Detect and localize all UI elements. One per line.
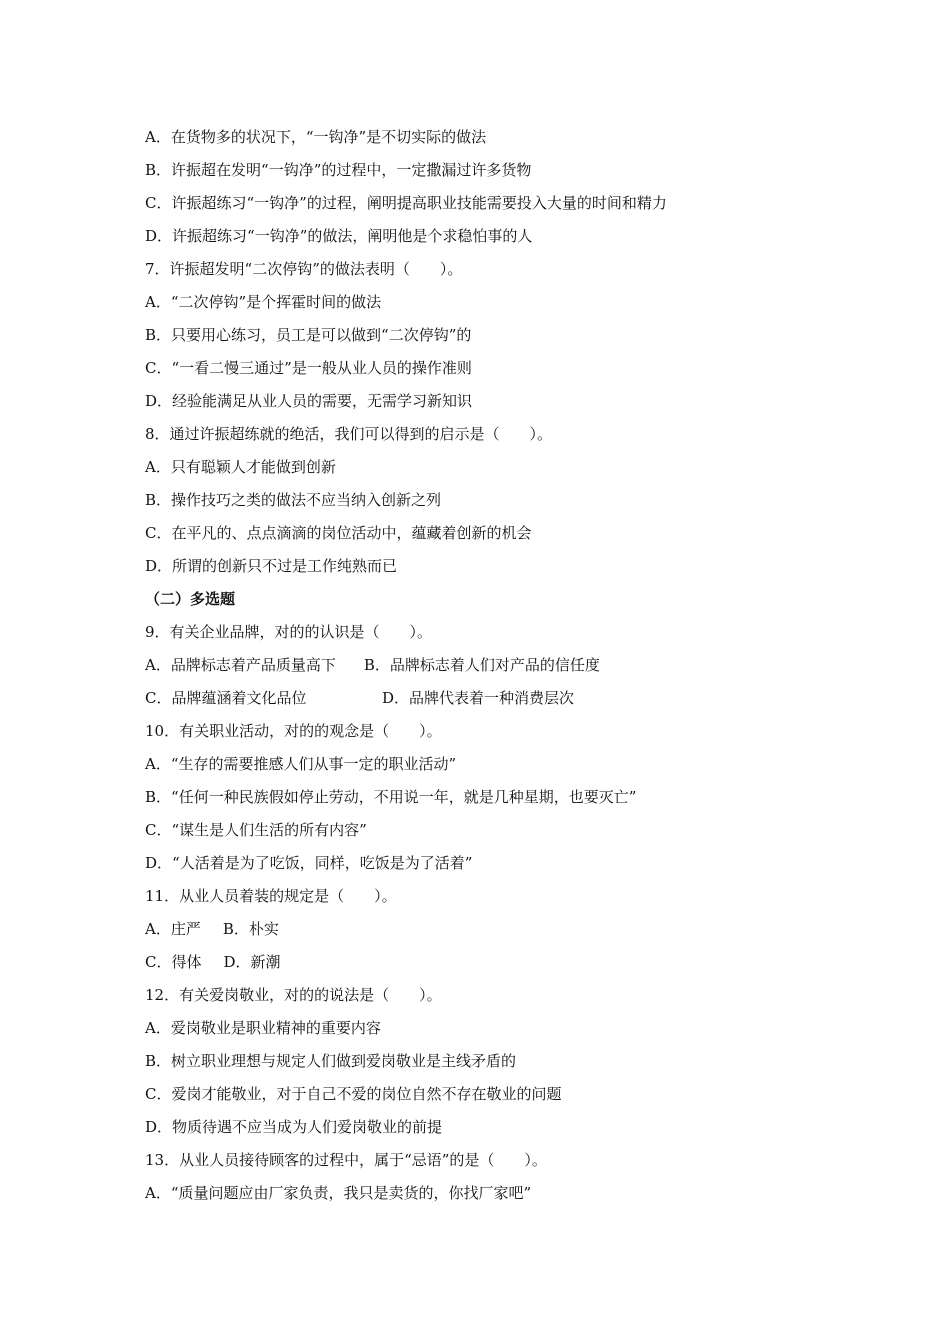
question-10-stem: 10．有关职业活动，对的的观念是（ ）。 xyxy=(145,722,442,740)
question-8-stem: 8．通过许振超练就的绝活，我们可以得到的启示是（ ）。 xyxy=(145,425,553,443)
option-line: B．只要用心练习，员工是可以做到“二次停钩”的 xyxy=(145,326,472,344)
question-9-stem: 9．有关企业品牌，对的的认识是（ ）。 xyxy=(145,623,433,641)
option-d: D．“人活着是为了吃饭，同样，吃饭是为了活着” xyxy=(145,854,473,872)
section-heading-multiple-choice: （二）多选题 xyxy=(145,590,236,608)
option-d: D．新潮 xyxy=(223,953,281,971)
option-line: D．经验能满足从业人员的需要，无需学习新知识 xyxy=(145,392,473,410)
option-line: A．在货物多的状况下，“一钩净”是不切实际的做法 xyxy=(145,128,487,146)
option-line: C．“一看二慢三通过”是一般从业人员的操作准则 xyxy=(145,359,472,377)
option-d: D．品牌代表着一种消费层次 xyxy=(382,689,575,707)
option-line: C．许振超练习“一钩净”的过程，阐明提高职业技能需要投入大量的时间和精力 xyxy=(145,194,667,212)
question-12-stem: 12．有关爱岗敬业，对的的说法是（ ）。 xyxy=(145,986,442,1004)
option-a: A．“生存的需要推感人们从事一定的职业活动” xyxy=(145,755,457,773)
option-a: A．“质量问题应由厂家负责，我只是卖货的，你找厂家吧” xyxy=(145,1184,532,1202)
option-a: A．爱岗敬业是职业精神的重要内容 xyxy=(145,1019,381,1037)
option-b: B．“任何一种民族假如停止劳动，不用说一年，就是几种星期，也要灭亡” xyxy=(145,788,637,806)
question-9-options-row-1 xyxy=(145,649,865,682)
option-c: C．爱岗才能敬业，对于自己不爱的岗位自然不存在敬业的问题 xyxy=(145,1085,562,1103)
document-page xyxy=(145,121,865,1210)
question-9-options-row-2 xyxy=(145,682,865,715)
option-line: D．许振超练习“一钩净”的做法，阐明他是个求稳怕事的人 xyxy=(145,227,533,245)
option-line: C．在平凡的、点点滴滴的岗位活动中，蕴藏着创新的机会 xyxy=(145,524,532,542)
option-c: C．品牌蕴涵着文化品位 xyxy=(145,689,307,707)
option-c: C．得体 xyxy=(145,953,202,971)
option-line: A．“二次停钩”是个挥霍时间的做法 xyxy=(145,293,382,311)
option-b: B．树立职业理想与规定人们做到爱岗敬业是主线矛盾的 xyxy=(145,1052,517,1070)
option-a: A．庄严 xyxy=(145,920,201,938)
option-line: B．许振超在发明“一钩净”的过程中，一定撒漏过许多货物 xyxy=(145,161,532,179)
option-c: C．“谋生是人们生活的所有内容” xyxy=(145,821,367,839)
question-11-options-row-2 xyxy=(145,946,865,979)
option-line: D．所谓的创新只不过是工作纯熟而已 xyxy=(145,557,398,575)
question-13-stem: 13．从业人员接待顾客的过程中，属于“忌语”的是（ ）。 xyxy=(145,1151,547,1169)
question-7-stem: 7．许振超发明“二次停钩”的做法表明（ ）。 xyxy=(145,260,463,278)
option-line: B．操作技巧之类的做法不应当纳入创新之列 xyxy=(145,491,442,509)
option-b: B．朴实 xyxy=(222,920,279,938)
option-b: B．品牌标志着人们对产品的信任度 xyxy=(363,656,600,674)
option-line: A．只有聪颖人才能做到创新 xyxy=(145,458,336,476)
question-11-stem: 11．从业人员着装的规定是（ ）。 xyxy=(145,887,397,905)
option-a: A．品牌标志着产品质量高下 xyxy=(145,656,336,674)
option-d: D．物质待遇不应当成为人们爱岗敬业的前提 xyxy=(145,1118,443,1136)
question-11-options-row-1 xyxy=(145,913,865,946)
